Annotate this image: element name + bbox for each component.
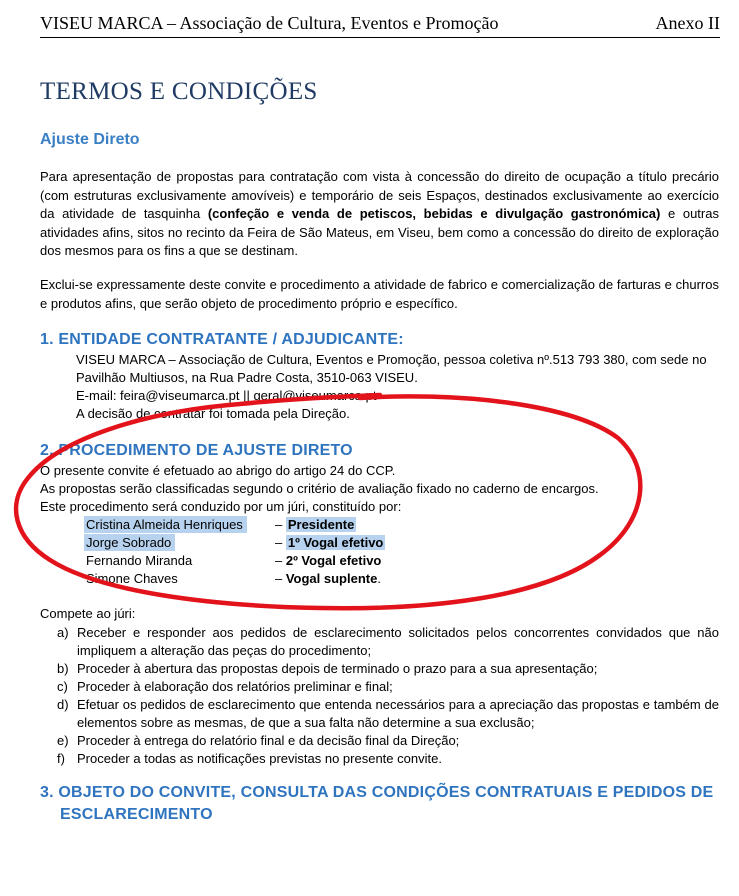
entity-line-2: Pavilhão Multiusos, na Rua Padre Costa, 3510-063 VISEU. xyxy=(76,370,418,385)
entity-line-1: VISEU MARCA – Associação de Cultura, Eventos e Promoção, pessoa coletiva nº.513 793 380, com sede no xyxy=(76,352,707,367)
jury-name-2: Jorge Sobrado xyxy=(84,534,175,551)
page-title: TERMOS E CONDIÇÕES xyxy=(40,78,318,105)
list-item: d) Efetuar os pedidos de esclarecimento que entenda necessários para a apreciação das propostas e também de elementos sobre as mesmas, de que a sua falta não determine a sua exclusão; xyxy=(57,697,719,730)
jury-role-1: – Presidente xyxy=(275,517,355,532)
header-annex: Anexo II xyxy=(655,13,720,33)
list-item: e) Proceder à entrega do relatório final e da decisão final da Direção; xyxy=(57,733,460,748)
entity-email: E-mail: feira@viseumarca.pt || geral@viseumarca.pt xyxy=(76,388,377,403)
header-organization: VISEU MARCA – Associação de Cultura, Eventos e Promoção xyxy=(40,13,499,33)
intro-paragraph-2: Exclui-se expressamente deste convite e procedimento a atividade de fabrico e comercialização de farturas e churros e produtos afins, que serão objeto de procedimento próprio e específico. xyxy=(40,277,719,311)
intro-bold-text: (confeção e venda de petiscos, bebidas e divulgação gastronómica) xyxy=(207,206,661,221)
section-2-heading: 2. PROCEDIMENTO DE AJUSTE DIRETO xyxy=(40,442,353,459)
jury-role-4: – Vogal suplente. xyxy=(275,571,381,586)
section-3-heading-cut: ESCLARECIMENTO xyxy=(60,806,213,820)
compete-intro: Compete ao júri: xyxy=(40,606,136,621)
jury-role-3: – 2º Vogal efetivo xyxy=(275,553,382,568)
list-item: f) Proceder a todas as notificações previstas no presente convite. xyxy=(57,751,442,766)
list-item: c) Proceder à elaboração dos relatórios preliminar e final; xyxy=(57,679,393,694)
section-1-heading: 1. ENTIDADE CONTRATANTE / ADJUDICANTE: xyxy=(40,331,404,348)
jury-name-1: Cristina Almeida Henriques xyxy=(84,516,247,533)
procedure-line-2: As propostas serão classificadas segundo o critério de avaliação fixado no caderno de encargos. xyxy=(40,481,599,496)
list-item: a) Receber e responder aos pedidos de esclarecimento solicitados pelos concorrentes convidados que não impliquem a alteração das peças do procedimento; xyxy=(57,625,719,658)
section-3-heading: 3. OBJETO DO CONVITE, CONSULTA DAS CONDIÇÕES CONTRATUAIS E PEDIDOS DE xyxy=(40,784,714,801)
page-subtitle: Ajuste Direto xyxy=(40,131,140,148)
jury-name-3: Fernando Miranda xyxy=(86,553,193,568)
jury-role-2: – 1º Vogal efetivo xyxy=(275,535,384,550)
procedure-line-3: Este procedimento será conduzido por um júri, constituído por: xyxy=(40,499,402,514)
intro-paragraph-1: Para apresentação de propostas para contratação com vista à concessão do direito de ocupação a título precário (com estruturas exclusivamente amovíveis) e temporário de seis Espaços, destinados exclusivamente ao exercício da atividade de tasquinha (confeção e venda de petiscos, bebidas e divulgação gastronómica) e outras atividades afins, sitos no recinto da Feira de São Mateus, em Viseu, bem como a concessão do direito de exploração dos mesmos para os fins a que se destinam. xyxy=(40,169,719,258)
jury-name-4: Simone Chaves xyxy=(86,571,178,586)
list-item: b) Proceder à abertura das propostas depois de terminado o prazo para a sua apresentação; xyxy=(57,661,598,676)
procedure-line-1: O presente convite é efetuado ao abrigo do artigo 24 do CCP. xyxy=(40,463,396,478)
page-header xyxy=(40,13,720,38)
entity-decision: A decisão de contratar foi tomada pela Direção. xyxy=(76,406,350,421)
